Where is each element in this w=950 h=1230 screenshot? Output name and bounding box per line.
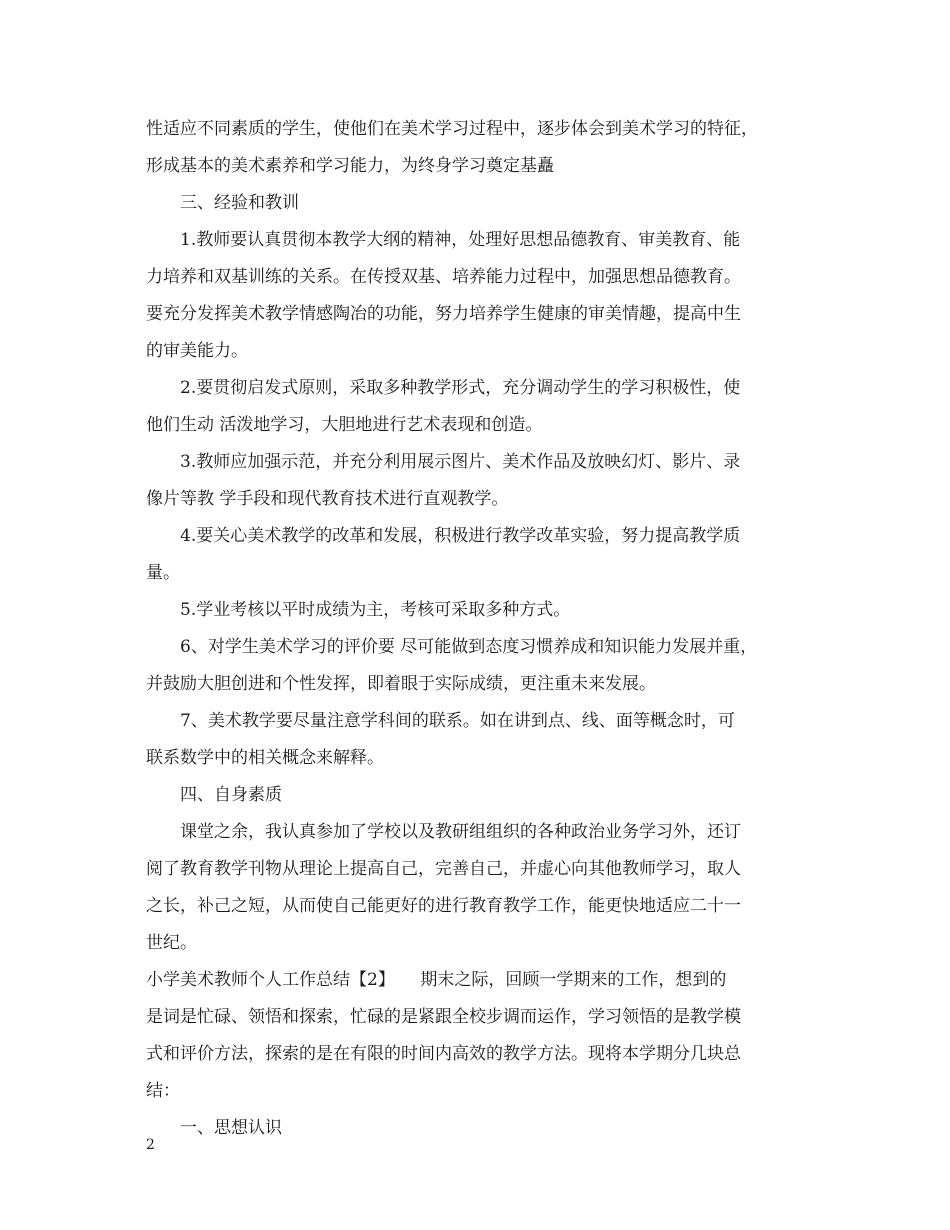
text-line: 联系数学中的相关概念来解释。 — [146, 748, 384, 768]
text-line: 力培养和双基训练的关系。在传授双基、培养能力过程中，加强思想品德教育。 — [146, 267, 741, 287]
section-heading: 一、思想认识 — [180, 1118, 282, 1138]
text-line: 2.要贯彻启发式原则，采取多种教学形式，充分调动学生的学习积极性，使 — [180, 378, 741, 398]
section-heading: 四、自身素质 — [180, 785, 282, 805]
text-line: 1.教师要认真贯彻本教学大纲的精神，处理好思想品德教育、审美教育、能 — [180, 230, 741, 250]
text-line: 6、对学生美术学习的评价要 尽可能做到态度习惯养成和知识能力发展并重， — [180, 637, 758, 657]
page-number: 2 — [146, 1137, 155, 1153]
text-line: 的审美能力。 — [146, 341, 248, 361]
text-line: 课堂之余，我认真参加了学校以及教研组组织的各种政治业务学习外，还订 — [180, 822, 741, 842]
text-line: 并鼓励大胆创进和个性发挥，即着眼于实际成绩，更注重未来发展。 — [146, 674, 656, 694]
text-line: 他们生动 活泼地学习，大胆地进行艺术表现和创造。 — [146, 415, 543, 435]
text-line: 5.学业考核以平时成绩为主，考核可采取多种方式。 — [180, 600, 571, 620]
text-line: 之长，补己之短，从而使自己能更好的进行教育教学工作，能更快地适应二十一 — [146, 896, 741, 916]
text-line: 像片等教 学手段和现代教育技术进行直观教学。 — [146, 489, 509, 509]
text-line: 要充分发挥美术教学情感陶冶的功能，努力培养学生健康的审美情趣，提高中生 — [146, 304, 741, 324]
text-line: 7、美术教学要尽量注意学科间的联系。如在讲到点、线、面等概念时，可 — [180, 711, 735, 731]
text-line: 量。 — [146, 563, 180, 583]
text-line: 4.要关心美术教学的改革和发展，积极进行教学改革实验，努力提高教学质 — [180, 526, 741, 546]
section-heading: 三、经验和教训 — [180, 193, 299, 213]
text-line: 结： — [146, 1081, 180, 1101]
text-line: 式和评价方法，探索的是在有限的时间内高效的教学方法。现将本学期分几块总 — [146, 1044, 741, 1064]
text-line: 性适应不同素质的学生，使他们在美术学习过程中，逐步体会到美术学习的特征， — [146, 119, 758, 139]
text-line: 3.教师应加强示范，并充分利用展示图片、美术作品及放映幻灯、影片、录 — [180, 452, 741, 472]
text-line: 小学美术教师个人工作总结【2】 期末之际，回顾一学期来的工作，想到的 — [146, 970, 727, 990]
text-line: 是词是忙碌、领悟和探索，忙碌的是紧跟全校步调而运作，学习领悟的是教学模 — [146, 1007, 741, 1027]
text-line: 阅了教育教学刊物从理论上提高自己，完善自己，并虚心向其他教师学习，取人 — [146, 859, 741, 879]
text-line: 形成基本的美术素养和学习能力，为终身学习奠定基矗 — [146, 156, 554, 176]
text-line: 世纪。 — [146, 933, 197, 953]
